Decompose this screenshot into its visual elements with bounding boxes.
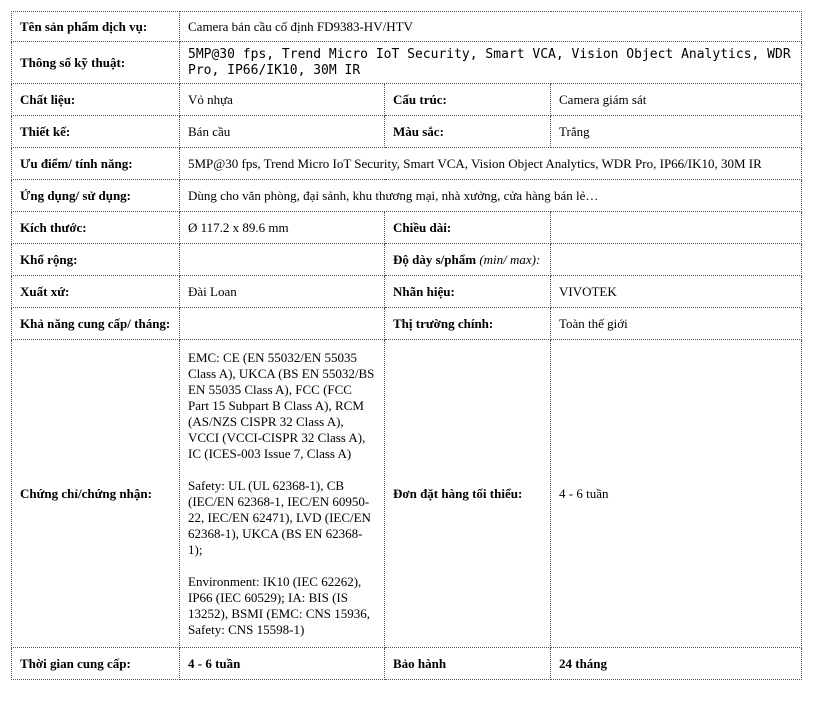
label-thickness-text: Độ dày s/phẩm [393, 251, 477, 267]
label-main-market: Thị trường chính: [385, 308, 551, 340]
value-features: 5MP@30 fps, Trend Micro IoT Security, Smart VCA, Vision Object Analytics, WDR Pro, IP66/IK10, 30M IR [180, 148, 802, 180]
row-delivery [12, 648, 802, 680]
value-capacity [180, 308, 385, 340]
label-thickness-note: (min/ max): [479, 251, 541, 267]
cert-spacer [188, 462, 376, 478]
value-size: Ø 117.2 x 89.6 mm [180, 212, 385, 244]
label-color: Màu sắc: [385, 116, 551, 148]
value-brand: VIVOTEK [551, 276, 802, 308]
value-origin: Đài Loan [180, 276, 385, 308]
row-product-name [12, 12, 802, 42]
label-length: Chiều dài: [385, 212, 551, 244]
label-thickness [385, 244, 551, 276]
label-certs: Chứng chỉ/chứng nhận: [12, 340, 180, 648]
value-main-market: Toàn thế giới [551, 308, 802, 340]
value-certs [180, 340, 385, 648]
value-min-order: 4 - 6 tuần [551, 340, 802, 648]
label-width: Khổ rộng: [12, 244, 180, 276]
label-delivery: Thời gian cung cấp: [12, 648, 180, 680]
row-origin [12, 276, 802, 308]
value-design: Bán cầu [180, 116, 385, 148]
cert-environment: Environment: IK10 (IEC 62262), IP66 (IEC 60529); IA: BIS (IS 13252), BSMI (EMC: CNS 15936, Safety: CNS 15598-1) [188, 573, 371, 637]
label-usage: Ứng dụng/ sử dụng: [12, 180, 180, 212]
label-material: Chất liệu: [12, 84, 180, 116]
row-usage [12, 180, 802, 212]
label-specs: Thông số kỹ thuật: [12, 42, 180, 84]
value-material: Vỏ nhựa [180, 84, 385, 116]
value-color: Trắng [551, 116, 802, 148]
label-product-name: Tên sản phẩm dịch vụ: [12, 12, 180, 42]
cert-safety: Safety: UL (UL 62368-1), CB (IEC/EN 62368-1, IEC/EN 60950-22, IEC/EN 62471), LVD (IEC/EN 62368-1), UKCA (BS EN 62368-1); [188, 477, 371, 557]
value-delivery: 4 - 6 tuần [180, 648, 385, 680]
value-thickness [551, 244, 802, 276]
value-width [180, 244, 385, 276]
value-length [551, 212, 802, 244]
label-structure: Cấu trúc: [385, 84, 551, 116]
value-structure: Camera giám sát [551, 84, 802, 116]
row-specs [12, 42, 802, 84]
label-warranty: Bảo hành [385, 648, 551, 680]
cert-emc: EMC: CE (EN 55032/EN 55035 Class A), UKCA (BS EN 55032/BS EN 55035 Class A), FCC (FCC Part 15 Subpart B Class A), RCM (AS/NZS CISPR 32 Class A), VCCI (VCCI-CISPR 32 Class A), IC (ICES-003 Issue 7, Class A) [188, 349, 375, 461]
value-product-name: Camera bán cầu cố định FD9383-HV/HTV [180, 12, 802, 42]
cert-spacer [188, 558, 376, 574]
value-warranty: 24 tháng [551, 648, 802, 680]
value-usage: Dùng cho văn phòng, đại sảnh, khu thương mại, nhà xưởng, cửa hàng bán lẻ… [180, 180, 802, 212]
row-width [12, 244, 802, 276]
label-capacity: Khả năng cung cấp/ tháng: [12, 308, 180, 340]
row-capacity [12, 308, 802, 340]
row-features [12, 148, 802, 180]
row-material [12, 84, 802, 116]
value-specs: 5MP@30 fps, Trend Micro IoT Security, Smart VCA, Vision Object Analytics, WDR Pro, IP66/IK10, 30M IR [180, 42, 802, 84]
product-spec-table [11, 11, 802, 680]
row-design [12, 116, 802, 148]
label-brand: Nhãn hiệu: [385, 276, 551, 308]
label-design: Thiết kế: [12, 116, 180, 148]
row-certs [12, 340, 802, 648]
label-min-order: Đơn đặt hàng tối thiểu: [385, 340, 551, 648]
label-origin: Xuất xứ: [12, 276, 180, 308]
label-features: Ưu điểm/ tính năng: [12, 148, 180, 180]
label-size: Kích thước: [12, 212, 180, 244]
row-size [12, 212, 802, 244]
